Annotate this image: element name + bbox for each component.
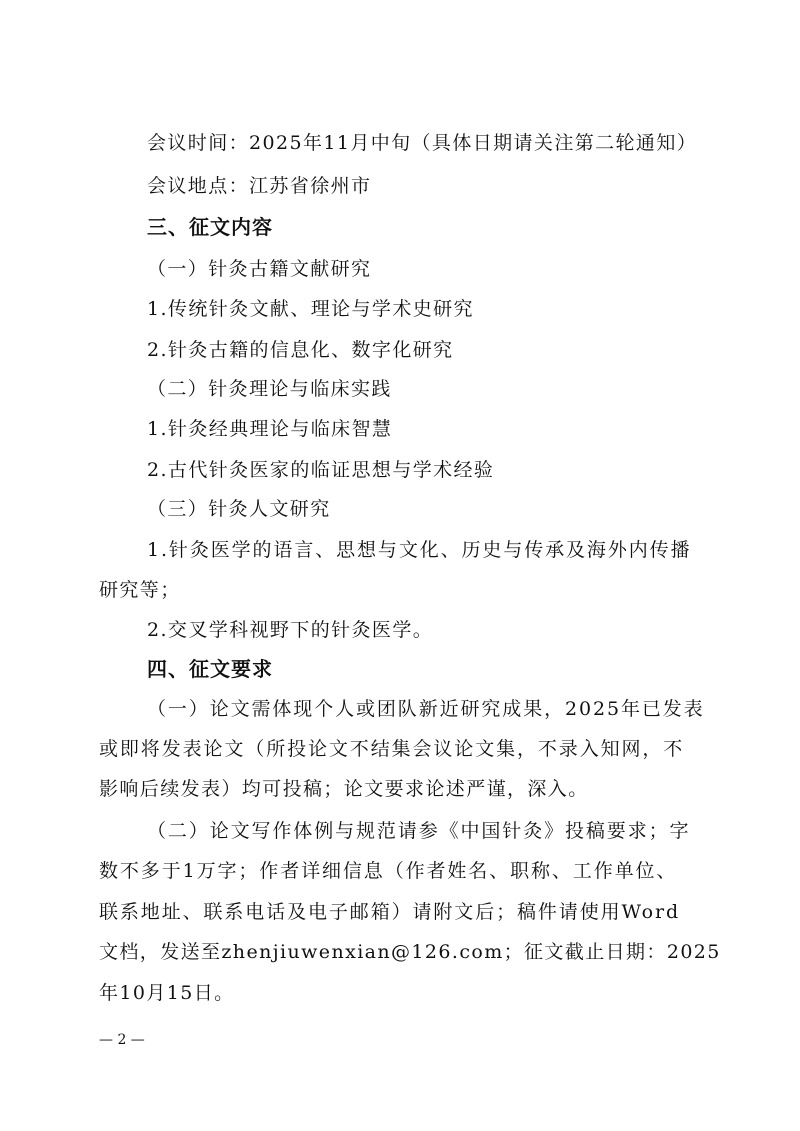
subsection-3-item-1-line-1: 1.针灸医学的语言、思想与文化、历史与传承及海外内传播 bbox=[147, 539, 692, 561]
section-4-heading: 四、征文要求 bbox=[147, 657, 273, 681]
requirement-1-line-1: （一）论文需体现个人或团队新近研究成果，2025年已发表 bbox=[147, 698, 705, 720]
requirement-2-line-2: 数不多于1万字；作者详细信息（作者姓名、职称、工作单位、 bbox=[99, 860, 678, 882]
requirement-2-line-1: （二）论文写作体例与规范请参《中国针灸》投稿要求；字 bbox=[147, 820, 691, 842]
meeting-place: 会议地点：江苏省徐州市 bbox=[147, 175, 372, 197]
subsection-3-item-1-line-2: 研究等； bbox=[99, 579, 181, 601]
requirement-2-line-5: 年10月15日。 bbox=[99, 982, 235, 1004]
requirement-2-line-4: 文档，发送至zhenjiuwenxian@126.com；征文截止日期：2025 bbox=[99, 941, 721, 963]
subsection-1-title: （一）针灸古籍文献研究 bbox=[147, 258, 372, 280]
subsection-3-title: （三）针灸人文研究 bbox=[147, 498, 331, 520]
requirement-1-line-2: 或即将发表论文（所投论文不结集会议论文集，不录入知网，不 bbox=[99, 738, 685, 760]
subsection-2-item-2: 2.古代针灸医家的临证思想与学术经验 bbox=[147, 459, 495, 481]
subsection-2-item-1: 1.针灸经典理论与临床智慧 bbox=[147, 418, 393, 440]
page-number: — 2 — bbox=[99, 1032, 145, 1048]
subsection-1-item-2: 2.针灸古籍的信息化、数字化研究 bbox=[147, 339, 454, 361]
requirement-2-line-3: 联系地址、联系电话及电子邮箱）请附文后；稿件请使用Word bbox=[99, 901, 681, 923]
requirement-1-line-3: 影响后续发表）均可投稿；论文要求论述严谨，深入。 bbox=[99, 778, 589, 800]
section-3-heading: 三、征文内容 bbox=[147, 215, 273, 239]
meeting-time: 会议时间：2025年11月中旬（具体日期请关注第二轮通知） bbox=[147, 132, 698, 154]
subsection-1-item-1: 1.传统针灸文献、理论与学术史研究 bbox=[147, 298, 474, 320]
subsection-2-title: （二）针灸理论与临床实践 bbox=[147, 378, 392, 400]
subsection-3-item-2: 2.交叉学科视野下的针灸医学。 bbox=[147, 619, 434, 641]
